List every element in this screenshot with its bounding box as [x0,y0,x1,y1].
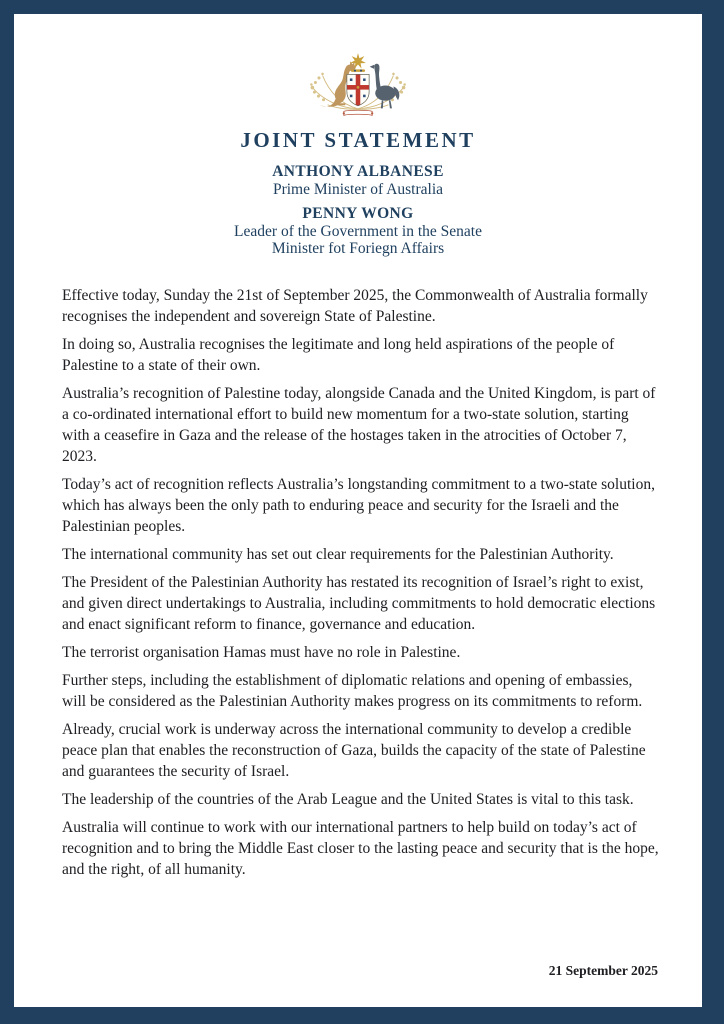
signatory-role: Leader of the Government in the Senate [234,223,482,240]
statement-paragraph: The President of the Palestinian Authority has restated its recognition of Israel’s right to exist, and given direct undertakings to Australia, including commitments to hold democratic elections and enact significant reform to finance, governance and education. [62,574,656,633]
signatory-name: ANTHONY ALBANESE [272,163,444,180]
signatory-block-wong [14,205,702,257]
statement-paragraph: In doing so, Australia recognises the legitimate and long held aspirations of the people of Palestine to a state of their own. [62,336,615,374]
statement-paragraph: The international community has set out clear requirements for the Palestinian Authority. [62,546,614,563]
statement-paragraph: Today’s act of recognition reflects Australia’s longstanding commitment to a two-state solution, which has always been the only path to enduring peace and security for the Israeli and the Palestinian peoples. [62,476,655,535]
statement-title: JOINT STATEMENT [240,128,476,152]
signatory-block-albanese [14,163,702,198]
signatory-role: Prime Minister of Australia [272,181,444,198]
scroll-icon [343,110,374,115]
shield-icon [347,74,369,105]
statement-paragraph: The terrorist organisation Hamas must have no role in Palestine. [62,644,461,661]
statement-paragraph: The leadership of the countries of the Arab League and the United States is vital to this task. [62,791,634,808]
statement-paragraph: Effective today, Sunday the 21st of September 2025, the Commonwealth of Australia formally recognises the independent and sovereign State of Palestine. [62,287,648,325]
australian-coat-of-arms-icon [294,44,422,120]
statement-paragraph: Further steps, including the establishment of diplomatic relations and opening of embassies, will be considered as the Palestinian Authority makes progress on its commitments to reform. [62,672,643,710]
document-sheet [14,14,702,1007]
statement-paragraph: Australia’s recognition of Palestine today, alongside Canada and the United Kingdom, is part of a co-ordinated international effort to build new momentum for a two-state solution, starting with a ceasefire in Gaza and the release of the hostages taken in the atrocities of October 7, 2023. [62,385,656,465]
statement-paragraph: Already, crucial work is underway across the international community to develop a credible peace plan that enables the reconstruction of Gaza, builds the capacity of the state of Palestine and guarantees the security of Israel. [62,721,646,780]
signatory-role: Minister fot Foriegn Affairs [271,240,445,257]
signatory-name: PENNY WONG [302,205,414,222]
statement-paragraph: Australia will continue to work with our international partners to help build on today’s act of recognition and to bring the Middle East closer to the lasting peace and security that is the hope, and the right, of all humanity. [62,819,659,878]
statement-body [62,285,660,880]
statement-date: 21 September 2025 [548,963,658,978]
